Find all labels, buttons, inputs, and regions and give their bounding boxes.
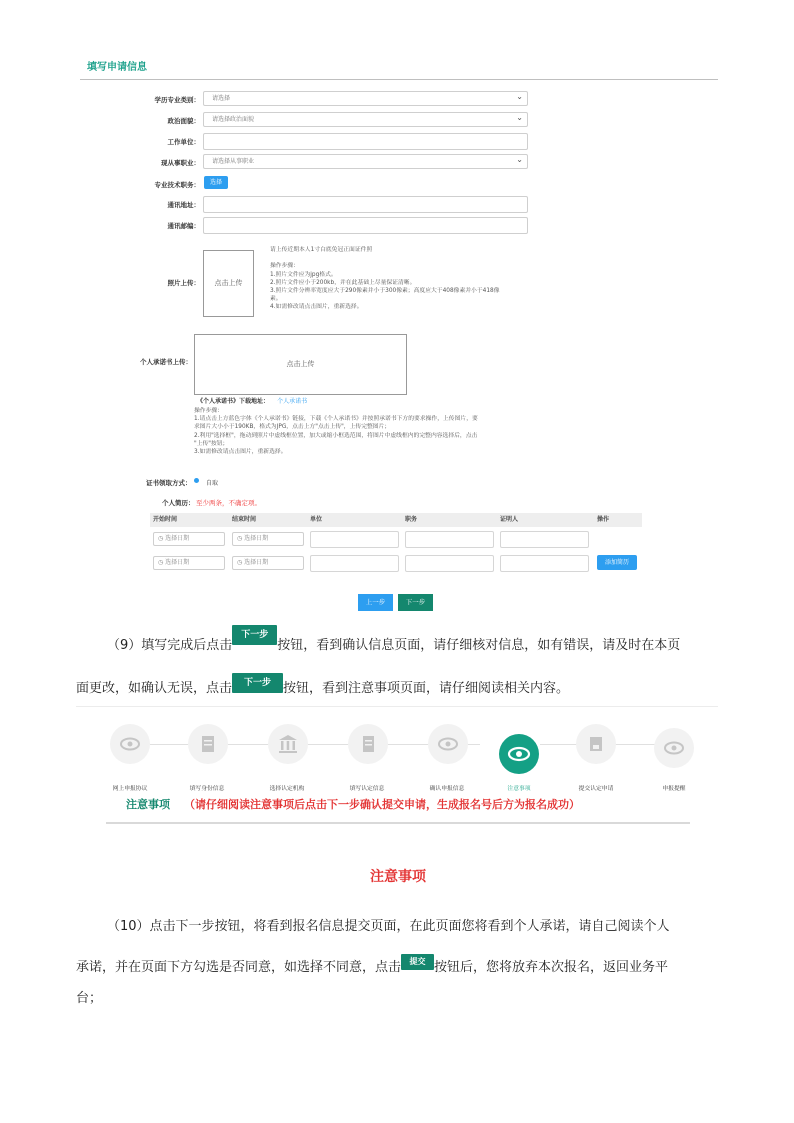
th-unit: 单位 [310, 513, 322, 527]
step-label-1: 网上申报协议 [112, 786, 148, 792]
step-identity-circle [188, 724, 228, 764]
postcode-label: 通讯邮编： [167, 222, 200, 230]
table-header [150, 513, 642, 527]
photo-instructions: 请上传近期本人1寸白底免冠正面证件照 操作步骤： 1.照片文件应为jpg格式。 2.照片文件应小于200kb，并在此基础上尽量保证清晰。 3.照片文件分辨率宽度应大于290像素并小于300像素；高度应大于408像素并小于418像 素。 4.如需修改请点击图片，重新选择。 [270, 247, 500, 311]
steps-top-border [76, 706, 718, 707]
inline-next-button-1: 下一步 [232, 625, 277, 645]
para10-text-c: 按钮后，您将放弃本次报名，返回业务平 [434, 960, 669, 975]
position-input-1[interactable] [405, 531, 494, 548]
section-divider [80, 79, 718, 80]
step-reminder-circle [654, 728, 694, 768]
bank-icon [268, 724, 308, 764]
step-notice-circle-active [499, 734, 539, 774]
commitment-instructions: 操作步骤： 1.请点击上方蓝色字体《个人承诺书》链接，下载《个人承诺书》并按照承诺书下方的要求操作，上传图片，要 求图片大小小于190KB，格式为JPG，点击上方"点击上传"，上传完整图片； 2.利用"选择框"，拖动到照片中虚线框位置，加大或缩小框选范围，将图片中虚线框内的完整内容选择后，点击 "上传"按钮； 3.如需修改请点击图片，重新选择。 [194, 408, 478, 456]
step-agreement-circle [110, 724, 150, 764]
start-date-1[interactable]: ◷ 选择日期 [153, 532, 225, 546]
resume-label: 个人简历： [162, 499, 195, 507]
start-date-2[interactable]: ◷ 选择日期 [153, 556, 225, 570]
title-select-button[interactable]: 选择 [204, 176, 228, 189]
commitment-download-link[interactable]: 个人承诺书 [277, 398, 308, 405]
education-label: 学历专业类别： [154, 96, 200, 104]
th-start: 开始时间 [153, 513, 177, 527]
add-resume-button[interactable]: 添加简历 [597, 555, 637, 570]
step-label-7: 提交认定申请 [578, 786, 614, 792]
photo-label: 照片上传： [167, 279, 200, 287]
inline-next-button-2: 下一步 [232, 673, 283, 693]
para9-line1 [107, 629, 681, 657]
step-submit-circle [576, 724, 616, 764]
eye-icon [499, 734, 539, 774]
cert-label: 证书领取方式： [146, 479, 192, 487]
th-position: 职务 [405, 513, 417, 527]
prev-button[interactable]: 上一步 [358, 594, 393, 611]
notice-banner [126, 796, 580, 812]
next-button[interactable]: 下一步 [398, 594, 433, 611]
title-label: 专业技术职务： [154, 181, 200, 189]
section-title: 填写申请信息 [87, 62, 147, 73]
postcode-input[interactable] [203, 217, 528, 234]
education-select[interactable]: 请选择 ⌄ [203, 91, 528, 106]
unit-input-1[interactable] [310, 531, 399, 548]
position-input-2[interactable] [405, 555, 494, 572]
occupation-label: 现从事职业： [161, 159, 200, 167]
file-icon [348, 724, 388, 764]
notice-heading: 注意事项 [370, 869, 426, 885]
step-cert-info-circle [348, 724, 388, 764]
banner-divider [106, 822, 690, 824]
para10-line3: 台； [76, 991, 103, 1006]
resume-hint: 至少两条，不确定项。 [196, 499, 261, 507]
commitment-download-row [197, 396, 307, 405]
step-label-8: 申报提醒 [662, 786, 686, 792]
step-institution-circle [268, 724, 308, 764]
para9-text-a: （9）填写完成后点击 [107, 638, 233, 653]
end-date-2[interactable]: ◷ 选择日期 [232, 556, 304, 570]
politics-select[interactable]: 请选择政治面貌 ⌄ [203, 112, 528, 127]
commitment-upload-box[interactable]: 点击上传 [194, 334, 407, 395]
witness-input-1[interactable] [500, 531, 589, 548]
address-label: 通讯地址： [167, 201, 200, 209]
unit-input-2[interactable] [310, 555, 399, 572]
commitment-label: 个人承诺书上传： [140, 358, 192, 366]
cert-radio[interactable] [194, 478, 199, 483]
employer-label: 工作单位： [167, 138, 200, 146]
para9-text-d: 按钮，看到注意事项页面，请仔细阅读相关内容。 [283, 681, 570, 696]
step-label-5: 确认申报信息 [429, 786, 465, 792]
para9-text-c: 面更改，如确认无误，点击 [76, 681, 233, 696]
para9-text-b: 按钮，看到确认信息页面，请仔细核对信息，如有错误，请及时在本页 [277, 638, 681, 653]
notice-banner-text: （请仔细阅读注意事项后点击下一步确认提交申请，生成报名号后方为报名成功） [184, 798, 580, 811]
commitment-download-label: 《个人承诺书》下载地址： [197, 398, 270, 405]
employer-input[interactable] [203, 133, 528, 150]
address-input[interactable] [203, 196, 528, 213]
para10-line1: （10）点击下一步按钮，将看到报名信息提交页面，在此页面您将看到个人承诺，请自己阅读个人 [107, 919, 670, 934]
occupation-select[interactable]: 请选择从事职业 ⌄ [203, 154, 528, 169]
th-witness: 证明人 [500, 513, 518, 527]
save-icon [576, 724, 616, 764]
para10-text-b: 承诺，并在页面下方勾选是否同意，如选择不同意，点击 [76, 960, 402, 975]
step-label-2: 填写身份信息 [189, 786, 225, 792]
eye-icon [110, 724, 150, 764]
para10-line2 [76, 957, 668, 979]
witness-input-2[interactable] [500, 555, 589, 572]
para9-line2 [76, 678, 569, 700]
photo-upload-box[interactable]: 点击上传 [203, 250, 254, 317]
inline-submit-button: 提交 [401, 954, 434, 970]
eye-icon [428, 724, 468, 764]
eye-icon [654, 728, 694, 768]
step-label-4: 填写认定信息 [349, 786, 385, 792]
end-date-1[interactable]: ◷ 选择日期 [232, 532, 304, 546]
notice-banner-title: 注意事项 [126, 798, 170, 811]
step-label-3: 选择认定机构 [269, 786, 305, 792]
document-edit-icon [188, 724, 228, 764]
politics-label: 政治面貌： [167, 117, 200, 125]
th-action: 操作 [597, 513, 609, 527]
th-end: 结束时间 [232, 513, 256, 527]
cert-option: 自取 [206, 480, 219, 487]
step-label-6: 注意事项 [507, 786, 531, 792]
step-confirm-circle [428, 724, 468, 764]
